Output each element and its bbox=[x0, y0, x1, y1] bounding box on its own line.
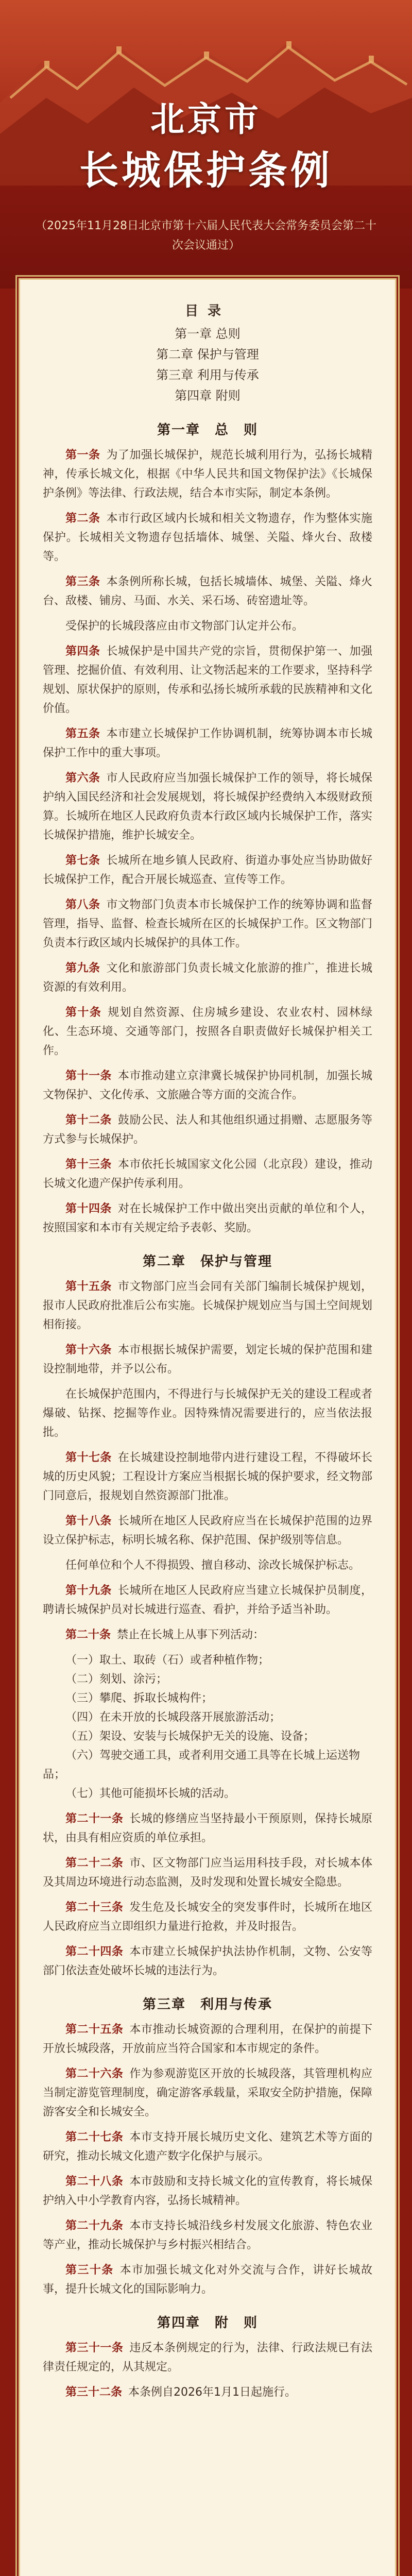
article-text: 长城所在地区人民政府应当在长城保护范围的边界设立保护标志，标明长城名称、保护范围、保护级别等信息。 bbox=[43, 1515, 372, 1547]
article bbox=[43, 959, 372, 997]
list-item: （一）取土、取砖（石）或者种植作物； bbox=[65, 1654, 270, 1667]
chapter-title: 第一章 总 则 bbox=[157, 422, 258, 438]
article-number: 第三十一条 bbox=[65, 2342, 124, 2354]
article-number: 第十九条 bbox=[65, 1584, 112, 1597]
article-number: 第七条 bbox=[65, 854, 100, 867]
article bbox=[43, 769, 372, 845]
chapter-title: 第三章 利用与传承 bbox=[142, 1997, 272, 2012]
article bbox=[43, 1512, 372, 1550]
article-number: 第十八条 bbox=[65, 1515, 112, 1528]
article bbox=[43, 1448, 372, 1505]
list-item: （四）在未开放的长城段落开展旅游活动； bbox=[65, 1711, 281, 1724]
article-text: 本条例自2026年1月1日起施行。 bbox=[128, 2386, 296, 2399]
article bbox=[43, 2064, 372, 2122]
article-number: 第二十条 bbox=[65, 1629, 111, 1641]
chapter-title: 第四章 附 则 bbox=[157, 2315, 258, 2331]
article bbox=[43, 642, 372, 718]
article-number: 第十四条 bbox=[65, 1202, 112, 1215]
document-paper bbox=[19, 278, 397, 2576]
article-number: 第八条 bbox=[65, 899, 100, 911]
article bbox=[43, 1111, 372, 1149]
article bbox=[43, 1341, 372, 1379]
article-number: 第二十六条 bbox=[65, 2067, 124, 2080]
article-number: 第十二条 bbox=[65, 1114, 112, 1127]
article-number: 第九条 bbox=[65, 962, 100, 975]
article-text: 本市鼓励和支持长城文化的宣传教育，将长城保护纳入中小学教育内容，弘扬长城精神。 bbox=[43, 2175, 372, 2207]
article bbox=[43, 1581, 372, 1619]
article-number: 第二十三条 bbox=[65, 1901, 124, 1914]
title-line-1: 北京市 bbox=[150, 99, 262, 139]
toc-title: 目录 bbox=[184, 303, 230, 319]
list-item: （七）其他可能损坏长城的活动。 bbox=[65, 1787, 236, 1800]
article-number: 第四条 bbox=[65, 645, 100, 658]
article-text: 违反本条例规定的行为，法律、行政法规已有法律责任规定的，从其规定。 bbox=[43, 2342, 372, 2374]
article-paragraph: 任何单位和个人不得损毁、擅自移动、涂改长城保护标志。 bbox=[65, 1559, 360, 1572]
article-number: 第十六条 bbox=[65, 1344, 112, 1357]
article-text: 对在长城保护工作中做出突出贡献的单位和个人，按照国家和本市有关规定给予表彰、奖励。 bbox=[43, 1202, 372, 1234]
article-paragraph: 在长城保护范围内，不得进行与长城保护无关的建设工程或者爆破、钻探、挖掘等作业。因特殊情况需要进行的，应当依法报批。 bbox=[43, 1388, 372, 1439]
article-text: 本市支持开展长城历史文化、建筑艺术等方面的研究，推动长城文化遗产数字化保护与展示。 bbox=[43, 2131, 372, 2163]
article bbox=[43, 1898, 372, 1936]
article-text: 发生危及长城安全的突发事件时，长城所在地区人民政府应当立即组织力量进行抢救，并及时报告。 bbox=[43, 1901, 372, 1933]
article-number: 第十一条 bbox=[65, 1070, 112, 1082]
document-content bbox=[20, 280, 395, 2402]
article-text: 本市行政区域内长城和相关文物遗存，作为整体实施保护。长城相关文物遗存包括墙体、城堡、关隘、烽火台、敌楼等。 bbox=[43, 512, 372, 563]
article-number: 第五条 bbox=[65, 727, 100, 740]
article-text: 市文物部门负责本市长城保护工作的统筹协调和监督管理，指导、监督、检查长城所在区的长城保护工作。区文物部门负责本行政区域内长城保护的具体工作。 bbox=[43, 899, 372, 950]
article-number: 第二十五条 bbox=[65, 2023, 124, 2036]
article-number: 第十五条 bbox=[65, 1280, 112, 1293]
article bbox=[43, 2261, 372, 2299]
header-banner bbox=[0, 0, 412, 289]
article-text: 长城的修缮应当坚持最小干预原则，保持长城原状，由具有相应资质的单位承担。 bbox=[43, 1812, 372, 1844]
article-text: 本市推动建立京津冀长城保护协同机制，加强长城文物保护、文化传承、文旅融合等方面的交流合作。 bbox=[43, 1070, 372, 1101]
article-text: 本条例所称长城，包括长城墙体、城堡、关隘、烽火台、敌楼、铺房、马面、水关、采石场、砖窑遗址等。 bbox=[43, 575, 372, 607]
article-text: 长城保护是中国共产党的宗旨，贯彻保护第一、加强管理、挖掘价值、有效利用、让文物活起来的工作要求，坚持科学规划、原状保护的原则，传承和弘扬长城所承载的民族精神和文化价值。 bbox=[43, 645, 372, 715]
article-text: 本市建立长城保护执法协作机制，文物、公安等部门依法查处破坏长城的违法行为。 bbox=[43, 1945, 372, 1977]
article-text: 作为参观游览区开放的长城段落，其管理机构应当制定游览管理制度，确定游客承载量，采取安全防护措施，保障游客安全和长城安全。 bbox=[43, 2067, 372, 2119]
article-number: 第二十二条 bbox=[65, 1857, 124, 1870]
article bbox=[43, 2128, 372, 2166]
toc-item: 第三章 利用与传承 bbox=[156, 368, 259, 382]
article-text: 市、区文物部门应当运用科技手段，对长城本体及其周边环境进行动态监测，及时发现和处置长城安全隐患。 bbox=[43, 1857, 372, 1889]
article bbox=[43, 1277, 372, 1334]
article bbox=[43, 895, 372, 953]
article-number: 第六条 bbox=[65, 772, 100, 785]
adoption-note: （2025年11月28日北京市第十六届人民代表大会常务委员会第二十次会议通过） bbox=[36, 219, 376, 252]
article bbox=[43, 1003, 372, 1060]
article-number: 第二十四条 bbox=[65, 1945, 124, 1958]
chapter-title: 第二章 保护与管理 bbox=[142, 1254, 272, 1269]
article-number: 第三十二条 bbox=[65, 2386, 123, 2399]
article-text: 鼓励公民、法人和其他组织通过捐赠、志愿服务等方式参与长城保护。 bbox=[43, 1114, 372, 1146]
article bbox=[43, 2172, 372, 2210]
article bbox=[43, 2383, 372, 2402]
article-text: 本市加强长城文化对外交流与合作，讲好长城故事，提升长城文化的国际影响力。 bbox=[43, 2264, 372, 2296]
article-text: 禁止在长城上从事下列活动： bbox=[117, 1629, 265, 1641]
article-paragraph: 受保护的长城段落应由市文物部门认定并公布。 bbox=[65, 620, 304, 633]
article-number: 第二十九条 bbox=[65, 2219, 124, 2232]
article bbox=[43, 1199, 372, 1238]
article bbox=[43, 2216, 372, 2255]
article-number: 第二十七条 bbox=[65, 2131, 124, 2144]
article-text: 本市支持长城沿线乡村发展文化旅游、特色农业等产业，推动长城保护与乡村振兴相结合。 bbox=[43, 2219, 372, 2251]
list-item: （三）攀爬、拆取长城构件； bbox=[65, 1692, 213, 1705]
article bbox=[43, 724, 372, 762]
table-of-contents bbox=[43, 300, 372, 406]
article-text: 本市依托长城国家文化公园（北京段）建设，推动长城文化遗产保护传承利用。 bbox=[43, 1158, 372, 1190]
list-item: （六）驾驶交通工具，或者利用交通工具等在长城上运送物品； bbox=[43, 1749, 360, 1781]
article-text: 市人民政府应当加强长城保护工作的领导，将长城保护纳入国民经济和社会发展规划，将长城保护经费纳入本级财政预算。长城所在地区人民政府负责本行政区域内长城保护工作，落实长城保护措施，维护长城安全。 bbox=[43, 772, 372, 842]
article bbox=[43, 509, 372, 566]
toc-item: 第一章 总则 bbox=[175, 327, 241, 341]
article bbox=[43, 1066, 372, 1105]
article bbox=[43, 1942, 372, 1980]
article bbox=[43, 2338, 372, 2377]
title-line-2: 长城保护条例 bbox=[79, 147, 333, 193]
article-text: 文化和旅游部门负责长城文化旅游的推广，推进长城资源的有效利用。 bbox=[43, 962, 372, 994]
toc-item: 第四章 附则 bbox=[175, 388, 241, 403]
article-text: 长城所在地区人民政府应当建立长城保护员制度，聘请长城保护员对长城进行巡查、看护，并给予适当补助。 bbox=[43, 1584, 372, 1616]
list-item: （二）刻划、涂污； bbox=[65, 1673, 168, 1686]
article-number: 第十三条 bbox=[65, 1158, 112, 1171]
article bbox=[43, 1809, 372, 1848]
article-number: 第十条 bbox=[65, 1006, 102, 1019]
article-number: 第二十八条 bbox=[65, 2175, 124, 2188]
article bbox=[43, 1155, 372, 1193]
article-number: 第一条 bbox=[65, 449, 100, 462]
article-text: 为了加强长城保护，规范长城利用行为，弘扬长城精神，传承长城文化，根据《中华人民共和国文物保护法》《长城保护条例》等法律、行政法规，结合本市实际，制定本条例。 bbox=[43, 449, 372, 500]
article-text: 本市根据长城保护需要，划定长城的保护范围和建设控制地带，并予以公布。 bbox=[43, 1344, 372, 1376]
toc-item: 第二章 保护与管理 bbox=[156, 347, 259, 362]
article bbox=[43, 2020, 372, 2058]
article-number: 第二条 bbox=[65, 512, 100, 525]
article-text: 市文物部门应当会同有关部门编制长城保护规划，报市人民政府批准后公布实施。长城保护规划应当与国土空间规划相衔接。 bbox=[43, 1280, 372, 1331]
list-item: （五）架设、安装与长城保护无关的设施、设备； bbox=[65, 1730, 315, 1743]
article-number: 第十七条 bbox=[65, 1451, 112, 1464]
article bbox=[43, 446, 372, 503]
article bbox=[43, 1854, 372, 1892]
article-text: 规划自然资源、住房城乡建设、农业农村、园林绿化、生态环境、交通等部门，按照各自职责做好长城保护相关工作。 bbox=[43, 1006, 372, 1057]
article-text: 本市推动长城资源的合理利用，在保护的前提下开放长城段落，开放前应当符合国家和本市规定的条件。 bbox=[43, 2023, 372, 2055]
article-text: 本市建立长城保护工作协调机制，统筹协调本市长城保护工作中的重大事项。 bbox=[43, 727, 372, 759]
article bbox=[43, 1625, 372, 1645]
article-text: 在长城建设控制地带内进行建设工程，不得破坏长城的历史风貌；工程设计方案应当根据长城的保护要求，经文物部门同意后，报规划自然资源部门批准。 bbox=[43, 1451, 372, 1502]
article-number: 第三条 bbox=[65, 575, 100, 588]
article-number: 第二十一条 bbox=[65, 1812, 124, 1825]
article-text: 长城所在地乡镇人民政府、街道办事处应当协助做好长城保护工作，配合开展长城巡查、宣传等工作。 bbox=[43, 854, 372, 886]
article-number: 第三十条 bbox=[65, 2264, 114, 2277]
article bbox=[43, 851, 372, 889]
article bbox=[43, 572, 372, 611]
